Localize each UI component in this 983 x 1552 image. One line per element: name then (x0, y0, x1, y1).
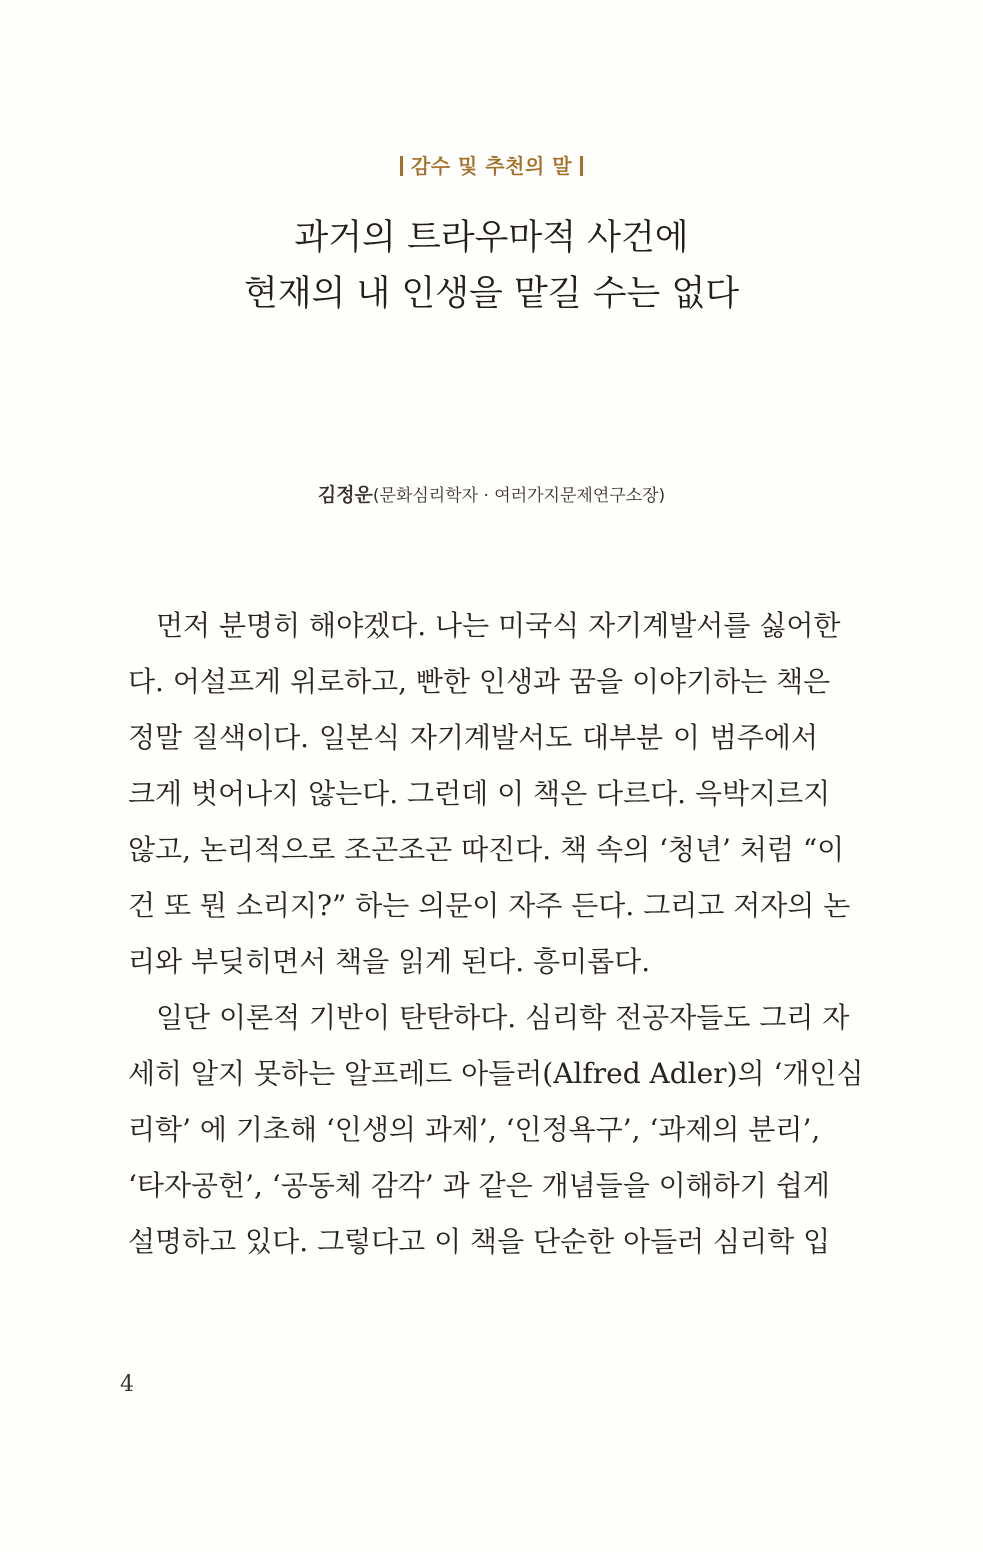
paragraph-line: 정말 질색이다. 일본식 자기계발서도 대부분 이 범주에서 (128, 721, 818, 754)
page-title (0, 210, 983, 322)
paragraph-line: 일단 이론적 기반이 탄탄하다. 심리학 전공자들도 그리 자 (156, 1001, 850, 1034)
paragraph-line: 리와 부딪히면서 책을 읽게 된다. 흥미롭다. (128, 945, 651, 978)
divider-bar-right (580, 156, 583, 176)
author-credit (0, 480, 983, 507)
title-line-2: 현재의 내 인생을 맡길 수는 없다 (243, 274, 740, 314)
paragraph-line: 않고, 논리적으로 조곤조곤 따진다. 책 속의 ‘청년’ 처럼 “이 (128, 833, 845, 866)
author-name: 김정운 (317, 484, 373, 506)
paragraph-line: 건 또 뭔 소리지?” 하는 의문이 자주 든다. 그리고 저자의 논 (128, 889, 851, 922)
paragraph-line: 리학’ 에 기초해 ‘인생의 과제’, ‘인정욕구’, ‘과제의 분리’, (128, 1113, 821, 1146)
paragraph-line: 설명하고 있다. 그렇다고 이 책을 단순한 아들러 심리학 입 (128, 1225, 831, 1258)
section-label (0, 150, 983, 179)
paragraph-line: 먼저 분명히 해야겠다. 나는 미국식 자기계발서를 싫어한 (156, 609, 841, 642)
title-line-1: 과거의 트라우마적 사건에 (294, 218, 689, 258)
divider-bar-left (400, 156, 403, 176)
paragraph-line: 크게 벗어나지 않는다. 그런데 이 책은 다르다. 윽박지르지 (128, 777, 831, 810)
paragraph-line: 다. 어설프게 위로하고, 빤한 인생과 꿈을 이야기하는 책은 (128, 665, 831, 698)
page-number: 4 (120, 1372, 134, 1397)
body-text (128, 598, 864, 1270)
author-affiliation: (문화심리학자 · 여러가지문제연구소장) (372, 486, 666, 506)
section-label-text: 감수 및 추천의 말 (410, 154, 573, 178)
paragraph-line: ‘타자공헌’, ‘공동체 감각’ 과 같은 개념들을 이해하기 쉽게 (128, 1169, 830, 1202)
paragraph-line: 세히 알지 못하는 알프레드 아들러(Alfred Adler)의 ‘개인심 (128, 1057, 864, 1090)
